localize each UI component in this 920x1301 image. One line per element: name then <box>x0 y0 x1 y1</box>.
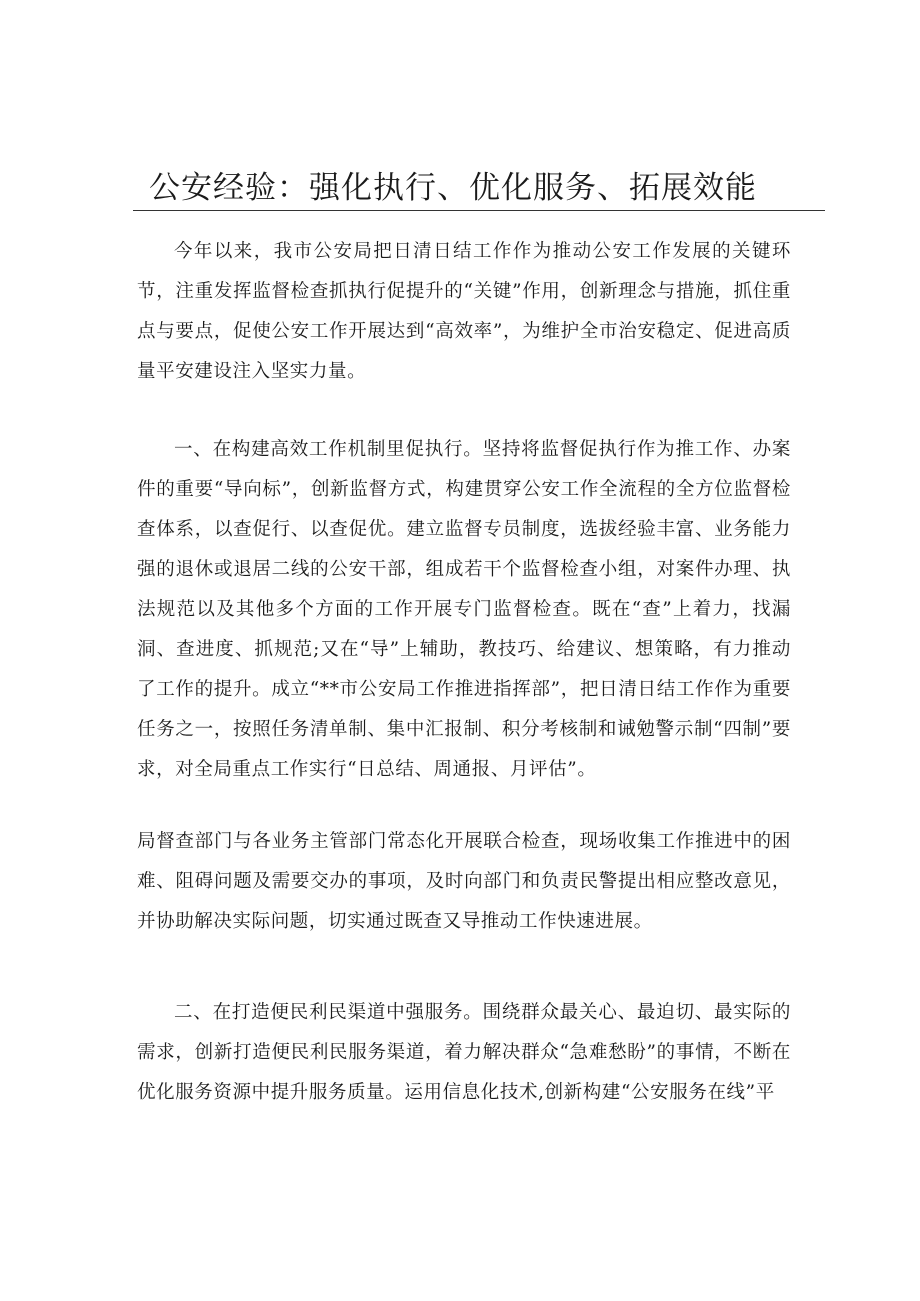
paragraph-section-1: 一、在构建高效工作机制里促执行。坚持将监督促执行作为推工作、办案件的重要“导向标”，创新监督方式，构建贯穿公安工作全流程的全方位监督检查体系，以查促行、以查促优。建立监督专员制度，选拔经验丰富、业务能力强的退休或退居二线的公安干部，组成若干个监督检查小组，对案件办理、执法规范以及其他多个方面的工作开展专门监督检查。既在“查”上着力，找漏洞、查进度、抓规范;又在“导”上辅助，教技巧、给建议、想策略，有力推动了工作的提升。成立“**市公安局工作推进指挥部”，把日清日结工作作为重要任务之一，按照任务清单制、集中汇报制、积分考核制和诫勉警示制“四制”要求，对全局重点工作实行“日总结、周通报、月评估”。 <box>137 439 791 780</box>
paragraph-section-2: 二、在打造便民利民渠道中强服务。围绕群众最关心、最迫切、最实际的需求，创新打造便民利民服务渠道，着力解决群众“急难愁盼”的事情，不断在优化服务资源中提升服务质量。运用信息化技术,创新构建“公安服务在线”平 <box>137 1002 791 1103</box>
paragraph-section-1-continued: 局督查部门与各业务主管部门常态化开展联合检查，现场收集工作推进中的困难、阻碍问题及需要交办的事项，及时向部门和负责民警提出相应整改意见，并协助解决实际问题，切实通过既查又导推动工作快速进展。 <box>137 831 791 932</box>
paragraph-intro: 今年以来，我市公安局把日清日结工作作为推动公安工作发展的关键环节，注重发挥监督检查抓执行促提升的“关键”作用，创新理念与措施，抓住重点与要点，促使公安工作开展达到“高效率”，为维护全市治安稳定、促进高质量平安建设注入坚实力量。 <box>137 241 791 382</box>
document-title: 公安经验：强化执行、优化服务、拓展效能 <box>149 170 757 206</box>
title-block <box>133 168 825 211</box>
